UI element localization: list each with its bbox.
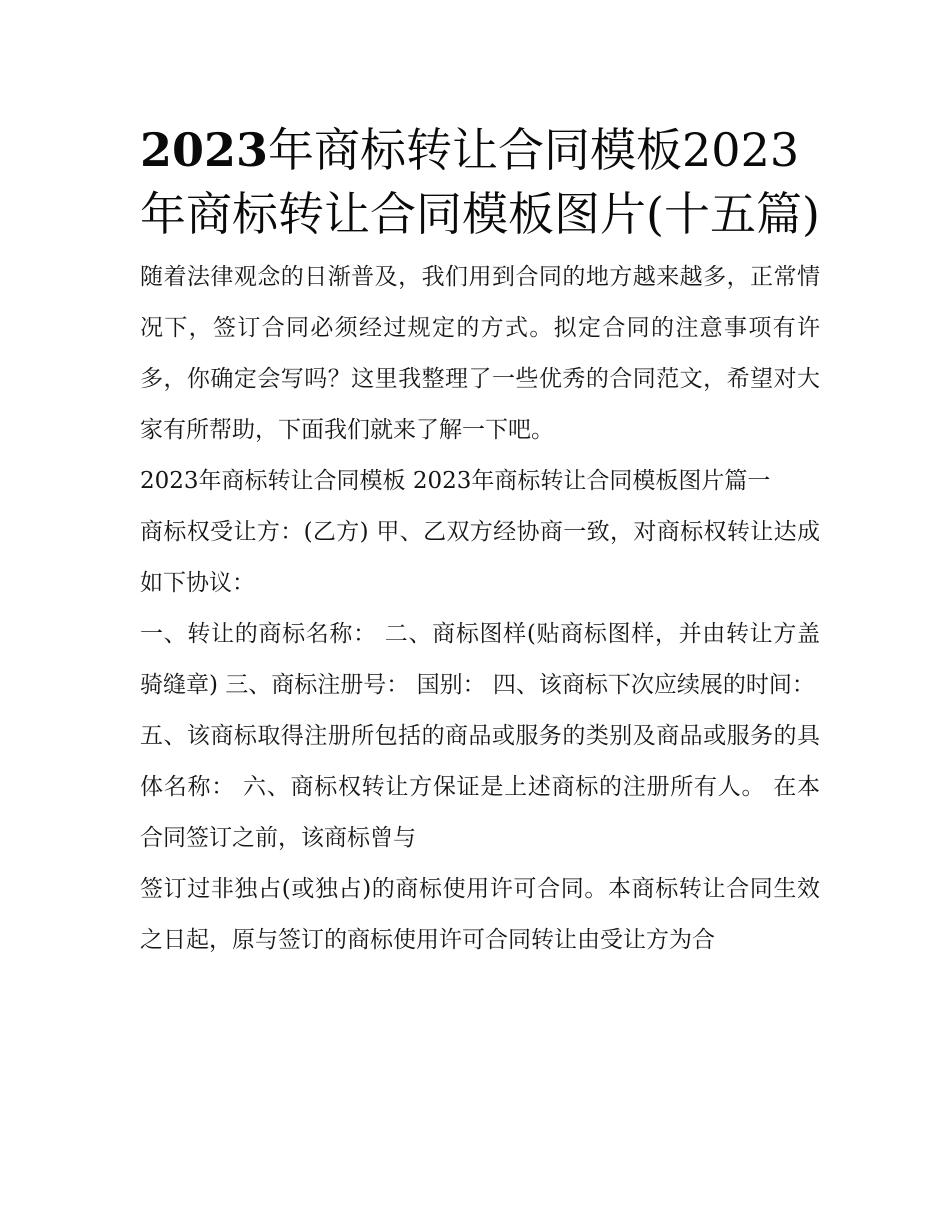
paragraph-section-heading: 2023年商标转让合同模板 2023年商标转让合同模板图片篇一 xyxy=(140,468,771,494)
paragraph-license-transfer: 签订过非独占(或独占)的商标使用许可合同。本商标转让合同生效之日起，原与签订的商标使用许可合同转让由受让方为合 xyxy=(140,876,820,953)
paragraph-intro: 随着法律观念的日渐普及，我们用到合同的地方越来越多，正常情况下，签订合同必须经过规定的方式。拟定合同的注意事项有许多，你确定会写吗？这里我整理了一些优秀的合同范文，希望对大家有所帮助，下面我们就来了解一下吧。 xyxy=(140,264,820,443)
document-title xyxy=(140,118,820,246)
title-text: 年商标转让合同模板2023年商标转让合同模板图片(十五篇) xyxy=(140,123,820,241)
title-year: 2023 xyxy=(140,123,269,177)
paragraph-parties: 商标权受让方：(乙方) 甲、乙双方经协商一致，对商标权转让达成如下协议： xyxy=(140,519,820,596)
paragraph-clauses-5-6: 五、该商标取得注册所包括的商品或服务的类别及商品或服务的具体名称： 六、商标权转让方保证是上述商标的注册所有人。 在本合同签订之前，该商标曾与 xyxy=(140,723,820,851)
paragraph-clauses-1-4: 一、转让的商标名称： 二、商标图样(贴商标图样，并由转让方盖骑缝章) 三、商标注册号： 国别： 四、该商标下次应续展的时间： xyxy=(140,621,820,698)
document-content xyxy=(140,118,820,966)
